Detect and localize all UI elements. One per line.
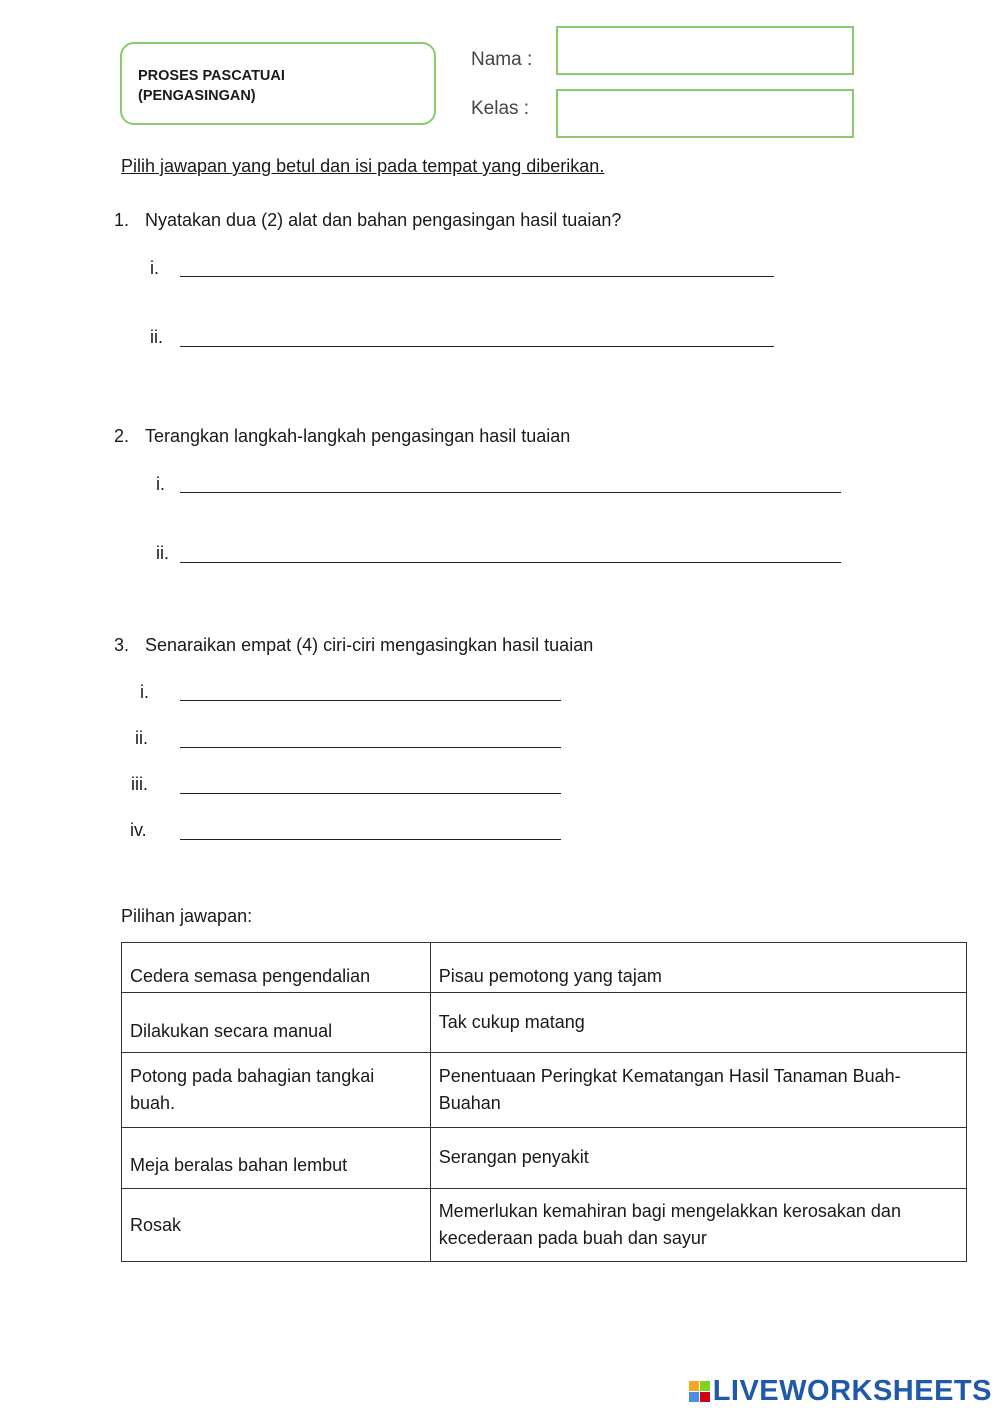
liveworksheets-logo: [689, 1375, 992, 1408]
item-label: ii.: [156, 543, 169, 563]
item-label: i.: [150, 258, 159, 278]
question-text: Nyatakan dua (2) alat dan bahan pengasingan hasil tuaian?: [145, 210, 622, 230]
item-label: i.: [140, 682, 149, 702]
logo-square: [700, 1381, 710, 1391]
answer-line[interactable]: [180, 747, 561, 748]
choice-cell[interactable]: Cedera semasa pengendalian: [122, 943, 431, 993]
answer-line[interactable]: [180, 562, 841, 563]
worksheet-title: [138, 66, 285, 106]
answer-line[interactable]: [180, 793, 561, 794]
choice-cell[interactable]: Potong pada bahagian tangkai buah.: [122, 1053, 431, 1128]
item-label: ii.: [135, 728, 148, 748]
question-2: [114, 426, 570, 447]
answer-line[interactable]: [180, 276, 774, 277]
item-label: iii.: [131, 774, 148, 794]
choice-cell[interactable]: Memerlukan kemahiran bagi mengelakkan kerosakan dan kecederaan pada buah dan sayur: [430, 1189, 966, 1262]
logo-square: [700, 1392, 710, 1402]
nama-input[interactable]: [556, 26, 854, 75]
table-row: [122, 993, 967, 1053]
table-row: [122, 1128, 967, 1189]
choice-cell[interactable]: Penentuaan Peringkat Kematangan Hasil Tanaman Buah-Buahan: [430, 1053, 966, 1128]
question-text: Terangkan langkah-langkah pengasingan hasil tuaian: [145, 426, 571, 446]
question-number: 3.: [114, 635, 130, 655]
item-label: ii.: [150, 327, 163, 347]
answer-line[interactable]: [180, 346, 774, 347]
answer-line[interactable]: [180, 839, 561, 840]
title-line-2: (PENGASINGAN): [138, 88, 256, 104]
kelas-label: Kelas :: [471, 98, 530, 119]
choices-table: [121, 942, 967, 1262]
choice-cell[interactable]: Rosak: [122, 1189, 431, 1262]
logo-text: LIVEWORKSHEETS: [712, 1375, 992, 1407]
choice-cell[interactable]: Serangan penyakit: [430, 1128, 966, 1189]
choice-cell[interactable]: Dilakukan secara manual: [122, 993, 431, 1053]
item-label: i.: [156, 474, 165, 494]
table-row: [122, 943, 967, 993]
title-line-1: PROSES PASCATUAI: [138, 68, 285, 84]
choice-cell[interactable]: Meja beralas bahan lembut: [122, 1128, 431, 1189]
table-row: [122, 1053, 967, 1128]
logo-icon: [689, 1381, 710, 1402]
instruction-text: Pilih jawapan yang betul dan isi pada tempat yang diberikan.: [121, 156, 605, 176]
logo-square: [689, 1392, 699, 1402]
question-3: [114, 635, 593, 656]
question-1: [114, 210, 621, 231]
choice-cell[interactable]: Pisau pemotong yang tajam: [430, 943, 966, 993]
answer-line[interactable]: [180, 492, 841, 493]
answer-line[interactable]: [180, 700, 561, 701]
choice-cell[interactable]: Tak cukup matang: [430, 993, 966, 1053]
nama-label: Nama :: [471, 49, 533, 70]
worksheet-title-box: [120, 42, 436, 125]
question-number: 1.: [114, 210, 130, 230]
question-number: 2.: [114, 426, 130, 446]
table-row: [122, 1189, 967, 1262]
choices-label: Pilihan jawapan:: [121, 906, 253, 926]
kelas-input[interactable]: [556, 89, 854, 138]
question-text: Senaraikan empat (4) ciri-ciri mengasingkan hasil tuaian: [145, 635, 594, 655]
logo-square: [689, 1381, 699, 1391]
item-label: iv.: [130, 820, 147, 840]
